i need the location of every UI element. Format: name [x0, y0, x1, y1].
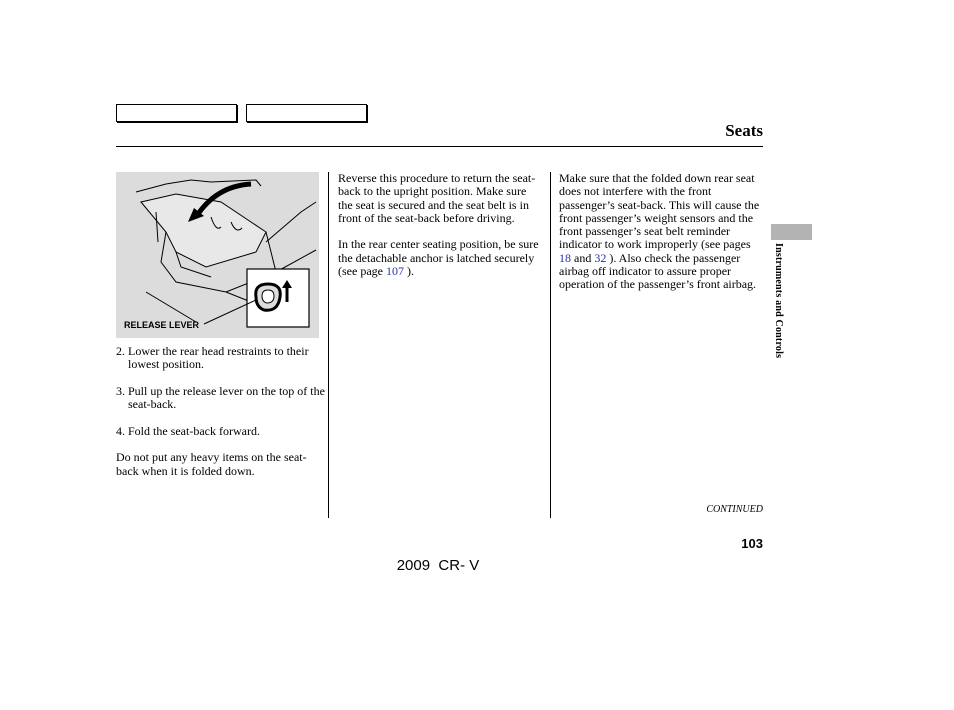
- column-divider-1: [328, 172, 329, 518]
- release-lever-label: RELEASE LEVER: [124, 320, 200, 330]
- step-2: 2. Lower the rear head restraints to their lowest position.: [116, 344, 309, 372]
- title-rule: [116, 146, 763, 147]
- heavy-items-note: Do not put any heavy items on the seat-back when it is folded down.: [116, 450, 307, 478]
- nav-box-2[interactable]: [246, 104, 367, 122]
- nav-box-1[interactable]: [116, 104, 237, 122]
- continued-label: CONTINUED: [706, 504, 763, 515]
- page-18-link[interactable]: 18: [559, 250, 571, 265]
- folded-seat-text-2: and: [571, 250, 595, 265]
- column-divider-2: [550, 172, 551, 518]
- model-footer: 2009 CR- V: [396, 557, 480, 574]
- reverse-procedure-text: Reverse this procedure to return the seat-back to the upright position. Make sure the seat is secured and the seat belt is in front of the seat-back before driving.: [338, 171, 536, 225]
- section-sidebar-label: Instruments and Controls: [773, 243, 784, 359]
- section-tab: [771, 224, 812, 240]
- seat-fold-drawing: [116, 172, 319, 338]
- column-steps: [116, 345, 326, 491]
- page-number: 103: [741, 536, 763, 551]
- seat-illustration: [116, 172, 319, 338]
- folded-seat-text-3: ). Also check the passenger airbag off indicator to assure proper operation of the passenger’s front airbag.: [559, 250, 757, 292]
- column-reverse-procedure: [338, 172, 543, 292]
- folded-seat-text: [559, 172, 764, 292]
- step-4: 4. Fold the seat-back forward.: [116, 423, 260, 438]
- column-folded-seat-warning: [559, 172, 764, 305]
- page-title: Seats: [725, 121, 763, 140]
- folded-seat-text-1: Make sure that the folded down rear seat does not interfere with the front passenger’s seat-back. This will cause the front passenger’s weight sensors and the front passenger’s seat belt reminder indicator to work improperly (see pages: [559, 171, 760, 252]
- page-107-link[interactable]: 107: [385, 264, 404, 279]
- step-3: 3. Pull up the release lever on the top of the seat-back.: [116, 383, 325, 412]
- center-seating-text-body: In the rear center seating position, be sure the detachable anchor is latched securely (see page: [338, 237, 539, 279]
- center-seating-text: [338, 238, 543, 278]
- center-seating-text-end: ).: [403, 264, 414, 279]
- page-32-link[interactable]: 32: [594, 250, 607, 265]
